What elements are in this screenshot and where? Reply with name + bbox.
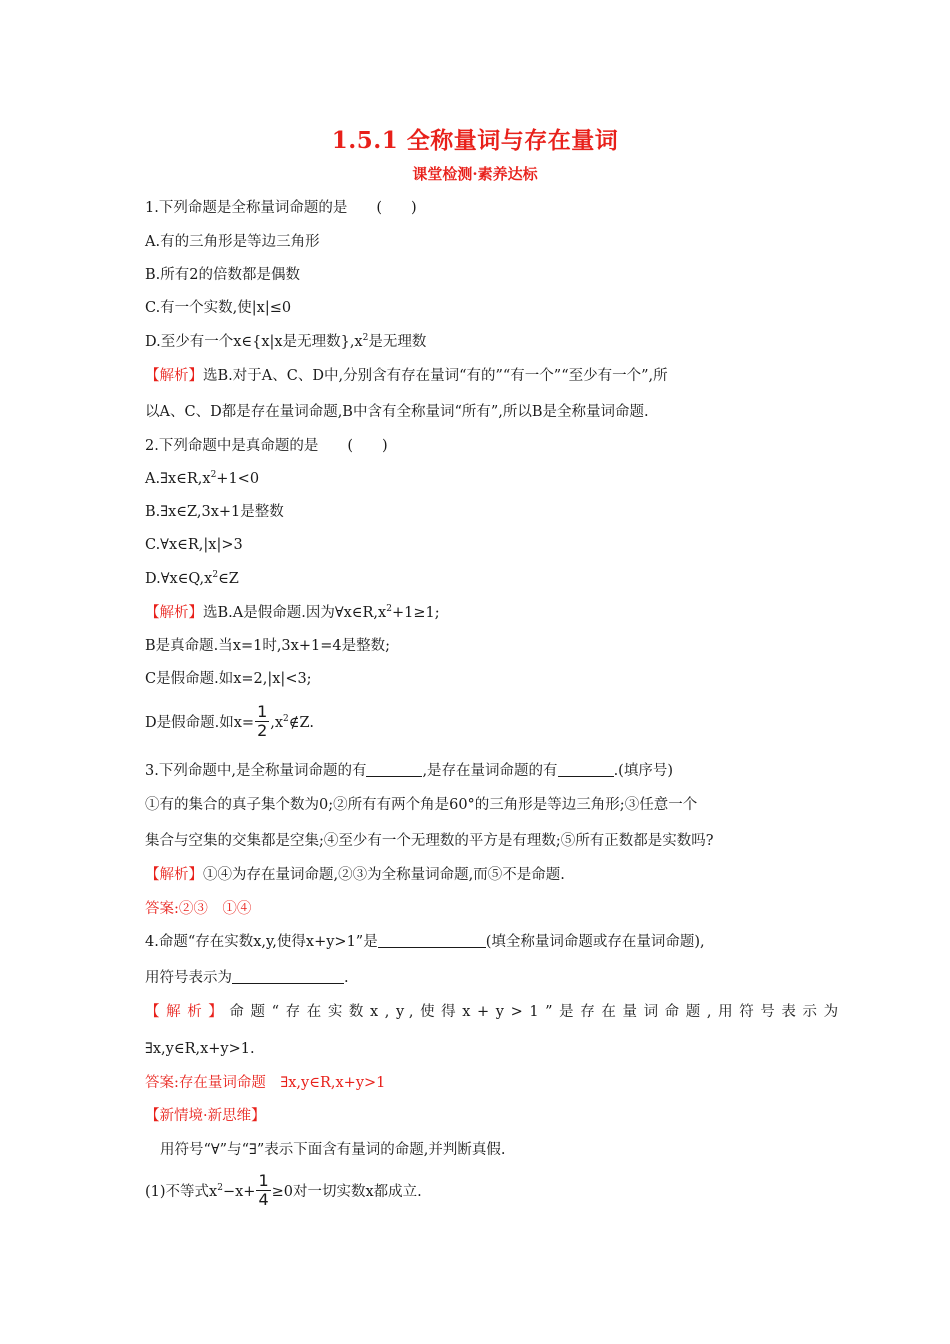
page-subtitle: 课堂检测·素养达标 [412, 165, 538, 183]
analysis-tag: 【解析】 [145, 368, 203, 384]
analysis-tag: 【解析】 [145, 1004, 230, 1020]
analysis-tag: 【解析】 [145, 867, 203, 883]
q2-analysis: 【解析】选B.A是假命题.因为$\forall x\in R,x^2+1\ge 1$; [145, 604, 440, 621]
q2-option-b: B.∃x∈Z,3x+1是整数 [145, 504, 284, 520]
answer-blank [378, 933, 486, 948]
section-intro: 用符号“∀”与“∃”表示下面含有量词的命题,并判断真假. [160, 1142, 506, 1158]
section-item-1: (1)不等式$x^2-x+$ $\frac{1}{4}$ ≥0对一切实数x都成立. [145, 1170, 422, 1209]
q3-answer: 答案:②③ ①④ [145, 901, 252, 917]
q1-stem: 1.下列命题是全称量词命题的是 ( ) [145, 200, 417, 216]
q2-option-a: $A.\exists x\in R,x^2+1<0$ [145, 470, 260, 487]
q2-option-d: $D.\forall x\in Q,x^2\in Z$ [145, 570, 239, 587]
fraction-one-half: $\frac{1}{2}$ [257, 701, 268, 740]
q4-analysis-cont: ∃x,y∈R,x+y>1. [145, 1041, 255, 1057]
q4-answer: 答案:存在量词命题 ∃x,y∈R,x+y>1 [145, 1075, 386, 1091]
q1-option-a: A.有的三角形是等边三角形 [145, 234, 320, 250]
q3-analysis: 【解析】①④为存在量词命题,②③为全称量词命题,而⑤不是命题. [145, 867, 565, 883]
q1-option-d: D.至少有一个x∈{x|x是无理数}$,x^2$是无理数 [145, 333, 427, 350]
q2-analysis-d: D是假命题.如x= $\frac{1}{2}$ $,x^2\notin Z$. [145, 701, 314, 740]
q2-stem: 2.下列命题中是真命题的是 ( ) [145, 438, 388, 454]
q4-stem-cont: 用符号表示为 . [145, 970, 349, 986]
q3-stem: 3.下列命题中,是全称量词命题的有 ,是存在量词命题的有 .(填序号) [145, 763, 673, 779]
q2-analysis-c: C是假命题.如x=2,|x|<3; [145, 671, 312, 687]
q1-analysis-cont: 以A、C、D都是存在量词命题,B中含有全称量词“所有”,所以B是全称量词命题. [145, 404, 649, 420]
answer-blank [232, 969, 344, 984]
fraction-one-quarter: $\frac{1}{4}$ [258, 1170, 269, 1209]
answer-blank [558, 762, 614, 777]
page-title: 1.5.1 全称量词与存在量词 [331, 127, 619, 154]
q1-analysis: 【解析】选B.对于A、C、D中,分别含有存在量词“有的”“有一个”“至少有一个”,所 [145, 368, 668, 384]
q3-items-line1: ①有的集合的真子集个数为0;②所有有两个角是60°的三角形是等边三角形;③任意一个 [145, 797, 698, 813]
analysis-tag: 【解析】 [145, 605, 203, 621]
q4-analysis: 【解析】命题“存在实数x,y,使得x+y>1”是存在量词命题,用符号表示为 [145, 1004, 845, 1020]
q2-option-c: C.∀x∈R,|x|>3 [145, 537, 243, 553]
q4-stem: 4.命题“存在实数x,y,使得x+y>1”是 (填全称量词命题或存在量词命题), [145, 934, 705, 950]
section-tag: 【新情境·新思维】 [145, 1108, 266, 1124]
q1-option-b: B.所有2的倍数都是偶数 [145, 267, 300, 283]
q2-analysis-b: B是真命题.当x=1时,3x+1=4是整数; [145, 638, 390, 654]
q3-items-line2: 集合与空集的交集都是空集;④至少有一个无理数的平方是有理数;⑤所有正数都是实数吗? [145, 833, 714, 849]
q1-option-c: C.有一个实数,使|x|≤0 [145, 300, 292, 316]
answer-blank [366, 762, 422, 777]
